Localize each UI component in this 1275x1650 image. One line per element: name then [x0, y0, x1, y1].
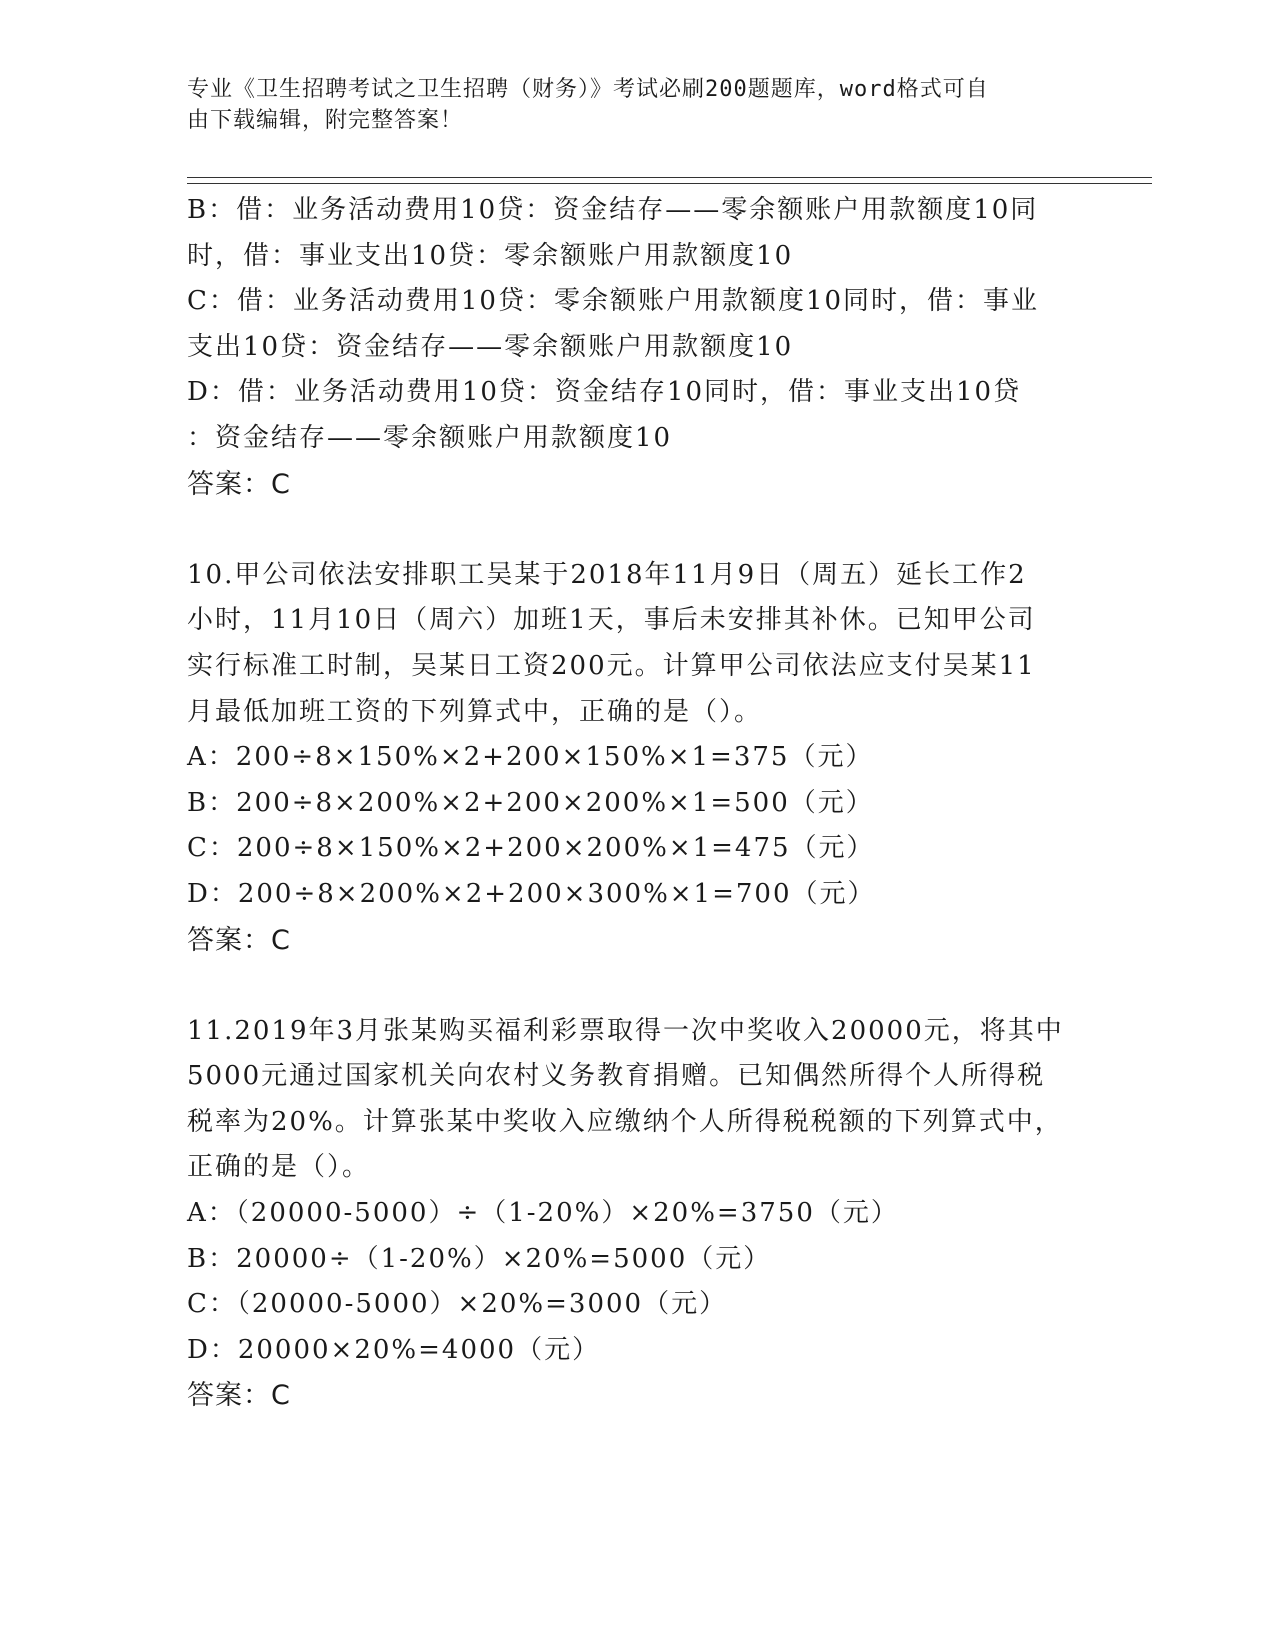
spacer — [187, 507, 1087, 553]
header-divider-top — [187, 177, 1152, 178]
answer: 答案：C — [187, 1380, 291, 1412]
option-d-line-1: D：借：业务活动费用10贷：资金结存10同时，借：事业支出10贷 — [187, 377, 1022, 408]
question-stem-line-4: 正确的是（）。 — [187, 1152, 371, 1183]
spacer — [187, 963, 1087, 1009]
document-header — [187, 74, 1067, 136]
option-d: D：200÷8×200%×2+200×300%×1=700（元） — [187, 878, 876, 909]
option-c-line-1: C：借：业务活动费用10贷：零余额账户用款额度10同时，借：事业 — [187, 286, 1040, 317]
option-d: D：20000×20%=4000（元） — [187, 1334, 601, 1365]
question-11 — [187, 1009, 1087, 1419]
answer: 答案：C — [187, 924, 291, 956]
option-c: C：200÷8×150%×2+200×200%×1=475（元） — [187, 833, 875, 864]
option-b: B：200÷8×200%×2+200×200%×1=500（元） — [187, 787, 874, 818]
option-b: B：20000÷（1-20%）×20%=5000（元） — [187, 1243, 772, 1274]
header-divider-bottom — [187, 183, 1152, 184]
answer: 答案：C — [187, 468, 291, 500]
question-stem-line-1: 11.2019年3月张某购买福利彩票取得一次中奖收入20000元，将其中 — [187, 1015, 1064, 1046]
option-c: C：（20000-5000）×20%=3000（元） — [187, 1289, 728, 1320]
question-stem-line-2: 小时，11月10日（周六）加班1天，事后未安排其补休。已知甲公司 — [187, 605, 1036, 636]
option-d-line-2: ：资金结存——零余额账户用款额度10 — [187, 422, 673, 453]
question-stem-line-4: 月最低加班工资的下列算式中，正确的是（）。 — [187, 696, 763, 727]
question-stem-line-3: 税率为20%。计算张某中奖收入应缴纳个人所得税税额的下列算式中， — [187, 1106, 1063, 1137]
question-stem-line-2: 5000元通过国家机关向农村义务教育捐赠。已知偶然所得个人所得税 — [187, 1061, 1046, 1092]
option-c-line-2: 支出10贷：资金结存——零余额账户用款额度10 — [187, 331, 794, 362]
option-b-line-2: 时，借：事业支出10贷：零余额账户用款额度10 — [187, 240, 794, 271]
header-line-1: 专业《卫生招聘考试之卫生招聘（财务）》考试必刷200题题库，word格式可自 — [187, 77, 989, 102]
question-9 — [187, 188, 1087, 507]
question-stem-line-3: 实行标准工时制，吴某日工资200元。计算甲公司依法应支付吴某11 — [187, 650, 1036, 681]
option-a: A：（20000-5000）÷（1-20%）×20%=3750（元） — [187, 1198, 899, 1229]
option-a: A：200÷8×150%×2+200×150%×1=375（元） — [187, 742, 874, 773]
option-b-line-1: B：借：业务活动费用10贷：资金结存——零余额账户用款额度10同 — [187, 195, 1039, 225]
question-10 — [187, 553, 1087, 963]
document-body — [187, 188, 1087, 1419]
header-line-2: 由下载编辑，附完整答案！ — [187, 108, 464, 133]
question-stem-line-1: 10.甲公司依法安排职工吴某于2018年11月9日（周五）延长工作2 — [187, 559, 1027, 590]
